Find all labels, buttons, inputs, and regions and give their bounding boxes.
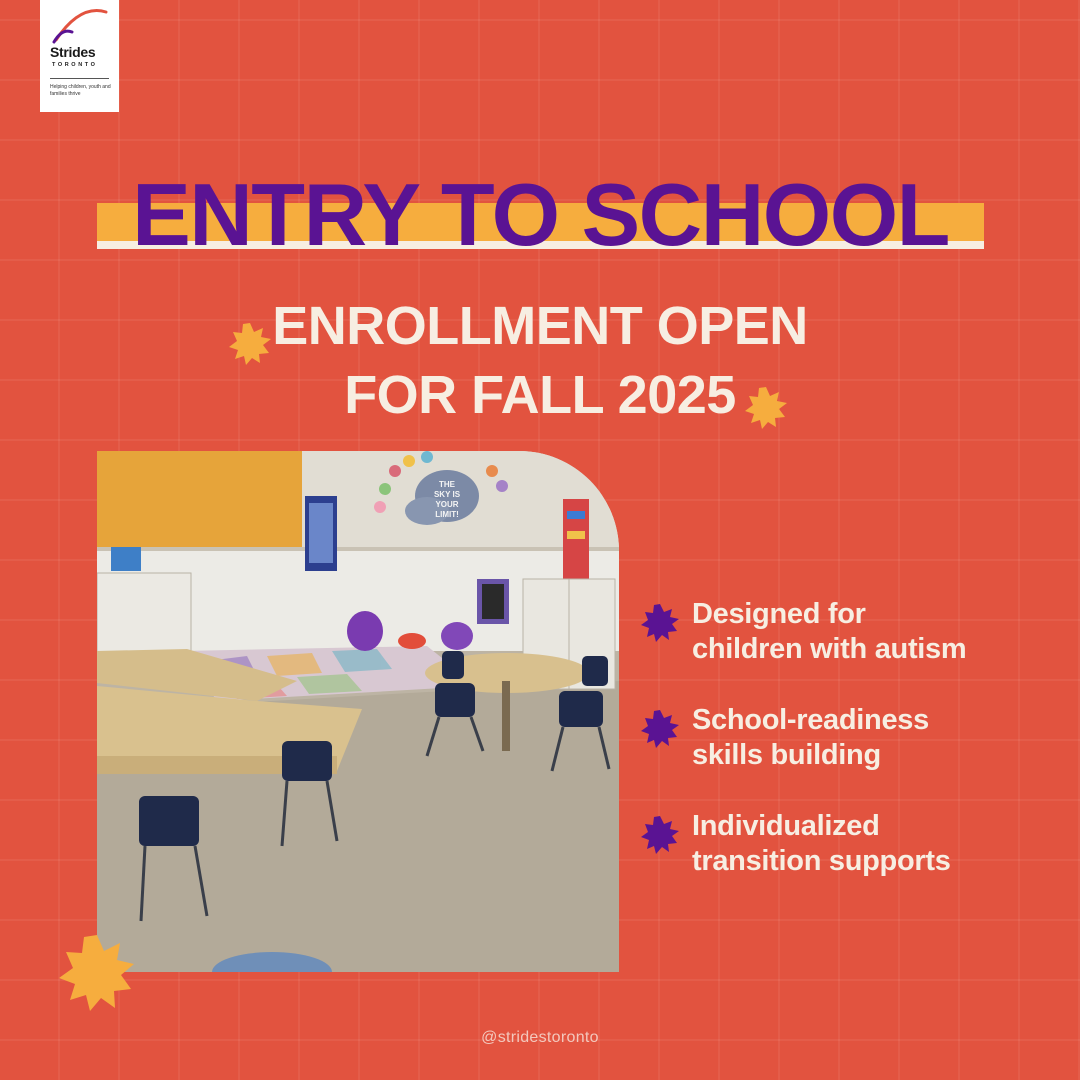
logo-divider [50, 78, 109, 79]
feature-text [692, 809, 1072, 879]
social-handle[interactable]: @stridestoronto [481, 1029, 599, 1046]
purple-starburst-icon [640, 709, 680, 749]
brand-name: Strides [50, 44, 96, 60]
poster-text-4: LIMIT! [435, 510, 459, 519]
feature-line-1: Individualized [692, 810, 880, 842]
feature-line-1: Designed for [692, 598, 866, 630]
feature-line-1: School-readiness [692, 704, 929, 736]
headline: ENTRY TO SCHOOL [132, 165, 949, 264]
feature-text [692, 703, 1072, 773]
brand-tagline: Helping children, youth and families thrive [50, 84, 111, 97]
poster-text-3: YOUR [435, 500, 459, 509]
brand-city: TORONTO [52, 62, 98, 68]
feature-line-2: skills building [692, 739, 881, 771]
purple-starburst-icon [640, 603, 680, 643]
subheadline-line-2: FOR FALL 2025 [344, 365, 736, 425]
classroom-photo [97, 451, 619, 972]
poster-text-2: SKY IS [433, 490, 461, 499]
subheadline-line-1: ENROLLMENT OPEN [272, 296, 808, 356]
strides-toronto-logo [40, 0, 119, 112]
feature-line-2: transition supports [692, 845, 951, 877]
starburst-icon [58, 934, 136, 1012]
logo-arc-icon [50, 8, 110, 44]
feature-text [692, 597, 1072, 667]
feature-line-2: children with autism [692, 633, 967, 665]
poster-text-1: THE [439, 480, 455, 489]
purple-starburst-icon [640, 815, 680, 855]
classroom-illustration [97, 451, 619, 972]
